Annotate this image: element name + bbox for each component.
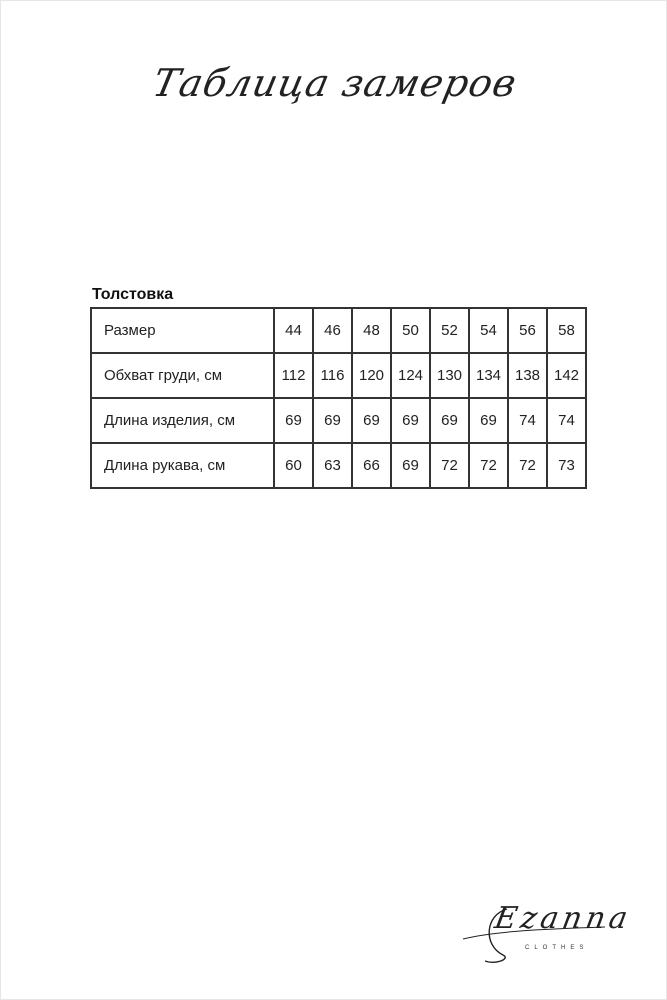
table-cell: 44	[274, 308, 313, 353]
table-cell: 69	[430, 398, 469, 443]
logo-wordmark: Ezanna	[491, 901, 635, 936]
table-cell: 69	[352, 398, 391, 443]
table-cell: 72	[469, 443, 508, 488]
table-row	[91, 398, 586, 443]
table-cell: 120	[352, 353, 391, 398]
table-row	[91, 353, 586, 398]
table-cell: 48	[352, 308, 391, 353]
table-cell: 46	[313, 308, 352, 353]
table-cell: 124	[391, 353, 430, 398]
table-cell: 54	[469, 308, 508, 353]
table-cell: 142	[547, 353, 586, 398]
table-cell: 52	[430, 308, 469, 353]
table-cell: 72	[430, 443, 469, 488]
table-cell: 116	[313, 353, 352, 398]
page-title: Таблица замеров	[148, 61, 522, 105]
brand-logo	[455, 895, 635, 970]
row-label: Обхват груди, см	[91, 353, 274, 398]
table-row	[91, 443, 586, 488]
row-label: Длина изделия, см	[91, 398, 274, 443]
row-label: Длина рукава, см	[91, 443, 274, 488]
row-label: Размер	[91, 308, 274, 353]
size-table	[90, 307, 587, 489]
table-cell: 138	[508, 353, 547, 398]
table-cell: 69	[469, 398, 508, 443]
section-title: Толстовка	[92, 286, 174, 303]
table-cell: 74	[547, 398, 586, 443]
table-cell: 58	[547, 308, 586, 353]
table-cell: 63	[313, 443, 352, 488]
table-row	[91, 308, 586, 353]
table-cell: 56	[508, 308, 547, 353]
table-cell: 66	[352, 443, 391, 488]
table-cell: 69	[391, 443, 430, 488]
table-cell: 73	[547, 443, 586, 488]
table-cell: 50	[391, 308, 430, 353]
table-cell: 69	[274, 398, 313, 443]
table-cell: 69	[313, 398, 352, 443]
table-cell: 69	[391, 398, 430, 443]
table-cell: 112	[274, 353, 313, 398]
table-cell: 60	[274, 443, 313, 488]
table-cell: 134	[469, 353, 508, 398]
table-cell: 74	[508, 398, 547, 443]
table-cell: 130	[430, 353, 469, 398]
table-cell: 72	[508, 443, 547, 488]
logo-subtitle: CLOTHES	[525, 945, 589, 951]
